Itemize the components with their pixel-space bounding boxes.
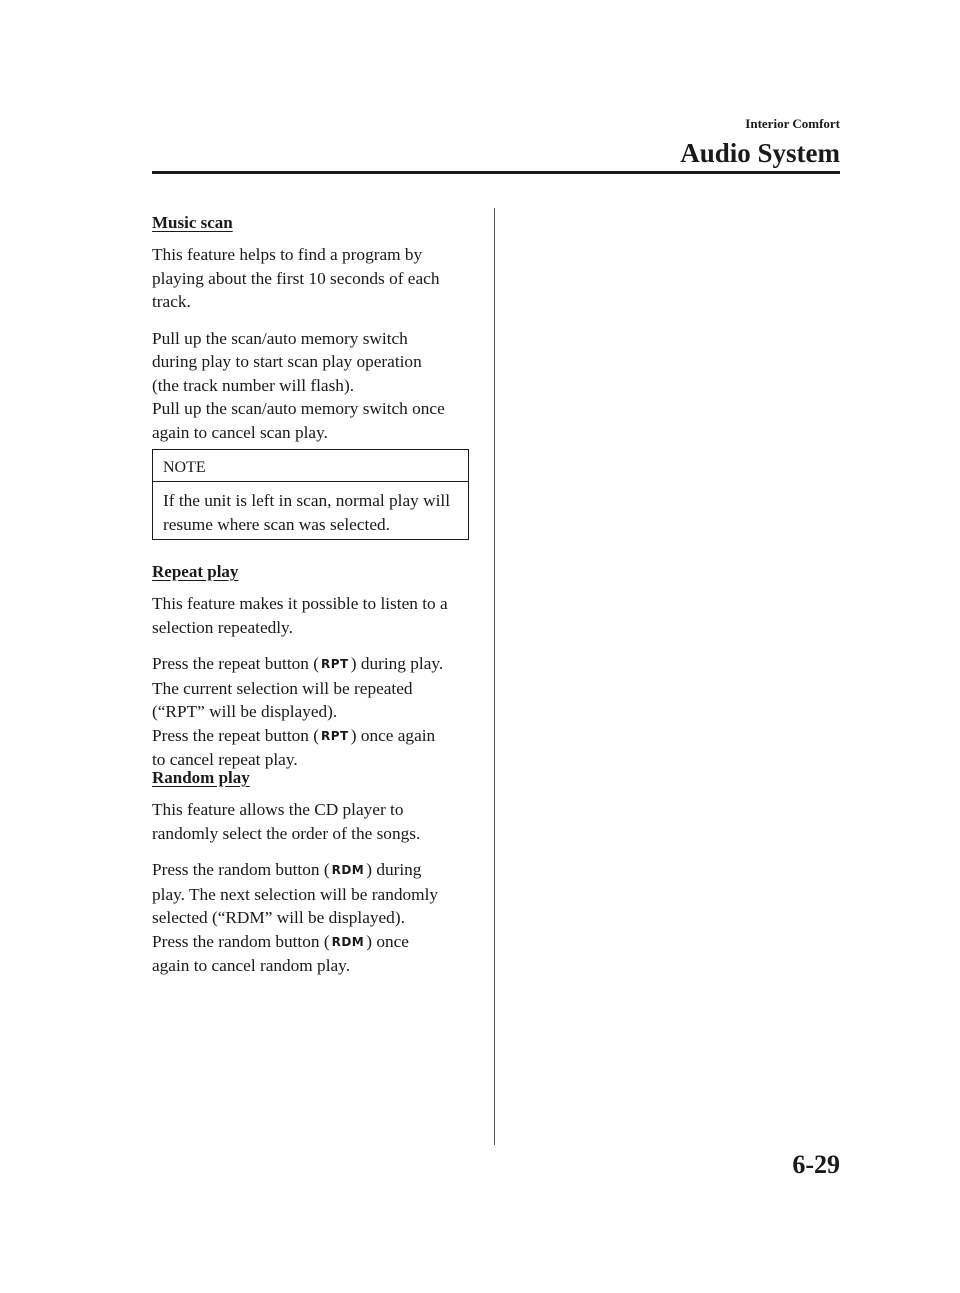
text-line: The current selection will be repeated xyxy=(152,678,413,698)
repeat-play-instructions xyxy=(152,652,472,772)
text-line: Press the repeat button ( RPT ) once again xyxy=(152,724,472,749)
repeat-play-section xyxy=(152,561,472,772)
text-line: to cancel repeat play. xyxy=(152,750,298,769)
text-line: (“RPT” will be displayed). xyxy=(152,702,338,721)
text-line: Pull up the scan/auto memory switch xyxy=(152,328,408,348)
random-play-intro: This feature allows the CD player to randomly select the order of the songs. xyxy=(152,800,421,843)
note-title: NOTE xyxy=(163,459,206,476)
page-title: Audio System xyxy=(680,138,840,168)
text-line: again to cancel random play. xyxy=(152,956,351,975)
text-line: again to cancel scan play. xyxy=(152,422,328,442)
repeat-play-intro: This feature makes it possible to listen to a selection repeatedly. xyxy=(152,594,448,637)
random-play-section xyxy=(152,767,472,978)
text-line: Press the repeat button ( RPT ) during play. xyxy=(152,652,472,677)
note-text: If the unit is left in scan, normal play will resume where scan was selected. xyxy=(163,491,450,534)
page-number: 6-29 xyxy=(792,1150,840,1179)
text-line: Press the random button ( RDM ) during xyxy=(152,858,472,883)
text-line: Press the random button ( RDM ) once xyxy=(152,930,472,955)
note-separator xyxy=(153,481,468,482)
note-box xyxy=(152,449,469,540)
random-play-heading: Random play xyxy=(152,768,250,787)
music-scan-section xyxy=(152,212,472,444)
music-scan-intro: This feature helps to find a program by playing about the first 10 seconds of each track. xyxy=(152,245,440,311)
text-line: during play to start scan play operation xyxy=(152,352,422,371)
rdm-button-icon: RDM xyxy=(331,934,365,949)
rpt-button-icon: RPT xyxy=(321,657,349,671)
page-header xyxy=(680,116,840,170)
music-scan-heading: Music scan xyxy=(152,213,233,232)
random-play-instructions xyxy=(152,858,472,978)
music-scan-instructions xyxy=(152,327,472,445)
header-divider xyxy=(152,171,840,174)
text-line: selected (“RDM” will be displayed). xyxy=(152,908,405,927)
section-label: Interior Comfort xyxy=(745,116,840,131)
text-line: Pull up the scan/auto memory switch once xyxy=(152,399,445,418)
rdm-button-icon: RDM xyxy=(331,863,365,877)
rpt-button-icon: RPT xyxy=(321,728,349,743)
repeat-play-heading: Repeat play xyxy=(152,562,239,581)
column-divider xyxy=(494,208,495,1145)
text-line: play. The next selection will be randomly xyxy=(152,884,439,904)
text-line: (the track number will flash). xyxy=(152,375,355,395)
